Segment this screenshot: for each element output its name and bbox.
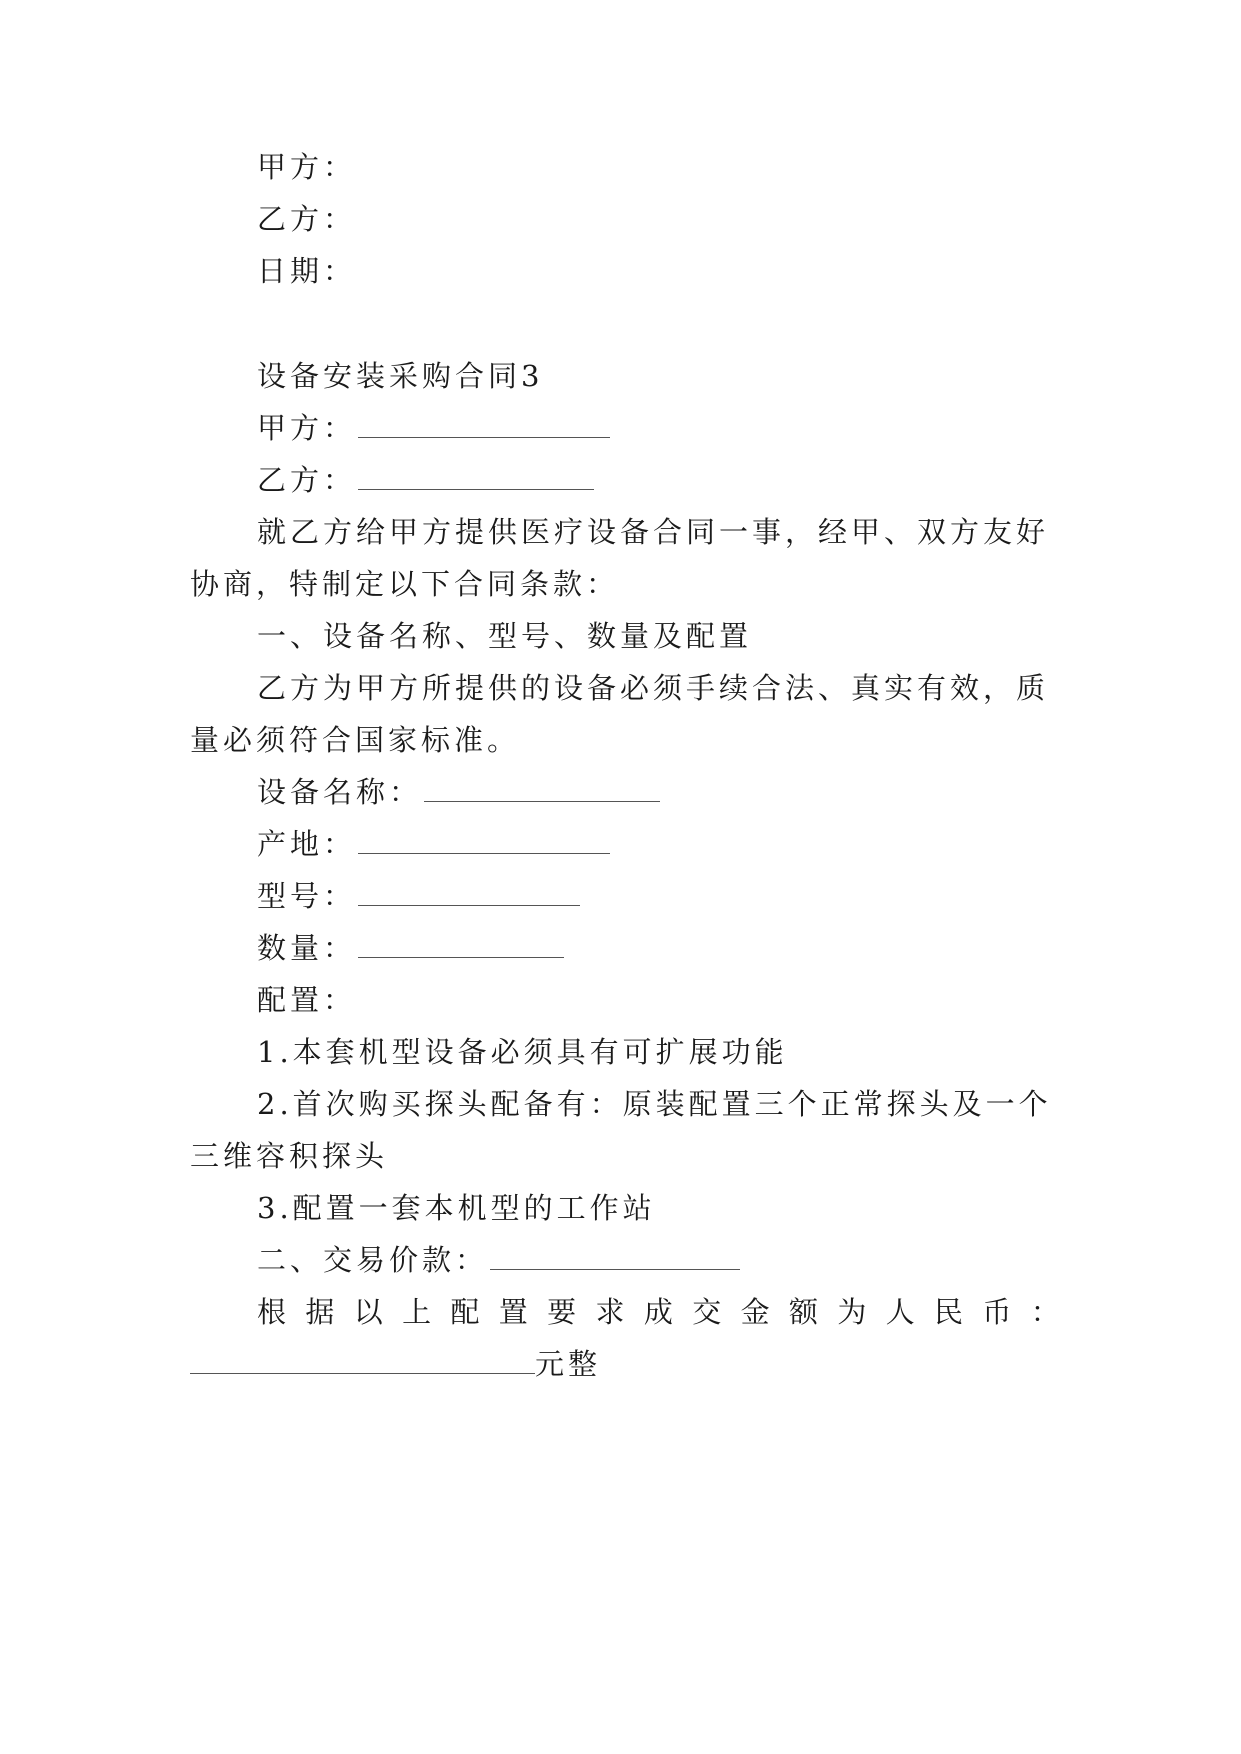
amount-char: 额 — [788, 1295, 818, 1329]
amount-char: ： — [1030, 1295, 1060, 1329]
amount-value-line — [190, 1335, 1060, 1393]
contract-title — [190, 347, 1127, 405]
amount-char: 民 — [934, 1295, 964, 1329]
quantity-label: 数量： — [257, 931, 357, 965]
amount-char: 根 — [257, 1295, 287, 1329]
configuration-line — [190, 971, 1127, 1029]
config-item-2-text-1: 2.首次购买探头配备有：原装配置三个正常探头及一个 — [257, 1087, 1052, 1121]
section2-price-blank — [490, 1249, 740, 1270]
section1-title-text: 一、设备名称、型号、数量及配置 — [257, 619, 753, 653]
section2-title-line — [190, 1231, 1127, 1289]
party-a-line — [190, 399, 1127, 457]
intro-text-2: 协商，特制定以下合同条款： — [190, 567, 620, 601]
quantity-blank — [358, 937, 564, 958]
config-item-3 — [190, 1179, 1127, 1237]
header-party-b-label: 乙方： — [257, 202, 357, 236]
amount-char: 为 — [837, 1295, 867, 1329]
intro-line-2 — [190, 555, 1060, 613]
quantity-line — [190, 919, 1127, 977]
amount-char: 金 — [740, 1295, 770, 1329]
device-name-line — [190, 763, 1127, 821]
section1-title — [190, 607, 1127, 665]
config-item-1-text: 1.本套机型设备必须具有可扩展功能 — [257, 1035, 788, 1069]
header-date-label: 日期： — [257, 254, 357, 288]
amount-char: 要 — [547, 1295, 577, 1329]
intro-line-1 — [190, 503, 1127, 561]
intro-text-1: 就乙方给甲方提供医疗设备合同一事，经甲、双方友好 — [257, 515, 1050, 549]
amount-char: 成 — [643, 1295, 673, 1329]
amount-char: 以 — [353, 1295, 383, 1329]
amount-line — [257, 1283, 1060, 1341]
amount-char: 置 — [498, 1295, 528, 1329]
header-party-a — [190, 138, 1127, 196]
amount-char: 人 — [885, 1295, 915, 1329]
device-name-blank — [424, 781, 660, 802]
config-item-3-text: 3.配置一套本机型的工作站 — [257, 1191, 656, 1225]
model-line — [190, 867, 1127, 925]
contract-title-text: 设备安装采购合同3 — [257, 359, 544, 393]
origin-line — [190, 815, 1127, 873]
amount-char: 求 — [595, 1295, 625, 1329]
section1-text-line-2 — [190, 711, 1060, 769]
config-item-2-text-2: 三维容积探头 — [190, 1139, 389, 1173]
amount-char: 币 — [982, 1295, 1012, 1329]
amount-char: 据 — [305, 1295, 335, 1329]
config-item-2-line-1 — [190, 1075, 1127, 1133]
section1-text-2: 量必须符合国家标准。 — [190, 723, 521, 757]
section1-text-1: 乙方为甲方所提供的设备必须手续合法、真实有效，质 — [257, 671, 1050, 705]
origin-label: 产地： — [257, 827, 357, 861]
config-item-2-line-2 — [190, 1127, 1060, 1185]
amount-suffix: 元整 — [535, 1347, 602, 1381]
amount-char: 交 — [692, 1295, 722, 1329]
device-name-label: 设备名称： — [257, 775, 423, 809]
model-label: 型号： — [257, 879, 357, 913]
configuration-label: 配置： — [257, 983, 357, 1017]
party-a-blank — [358, 417, 610, 438]
amount-char: 配 — [450, 1295, 480, 1329]
amount-blank — [190, 1353, 535, 1374]
model-blank — [358, 885, 580, 906]
config-item-1 — [190, 1023, 1127, 1081]
header-date — [190, 242, 1127, 300]
party-b-blank — [358, 469, 594, 490]
origin-blank — [358, 833, 610, 854]
section2-title: 二、交易价款： — [257, 1243, 489, 1277]
amount-char: 上 — [402, 1295, 432, 1329]
party-b-label: 乙方： — [257, 463, 357, 497]
section1-text-line-1 — [190, 659, 1127, 717]
party-b-line — [190, 451, 1127, 509]
header-party-a-label: 甲方： — [257, 150, 357, 184]
party-a-label: 甲方： — [257, 411, 357, 445]
header-party-b — [190, 190, 1127, 248]
